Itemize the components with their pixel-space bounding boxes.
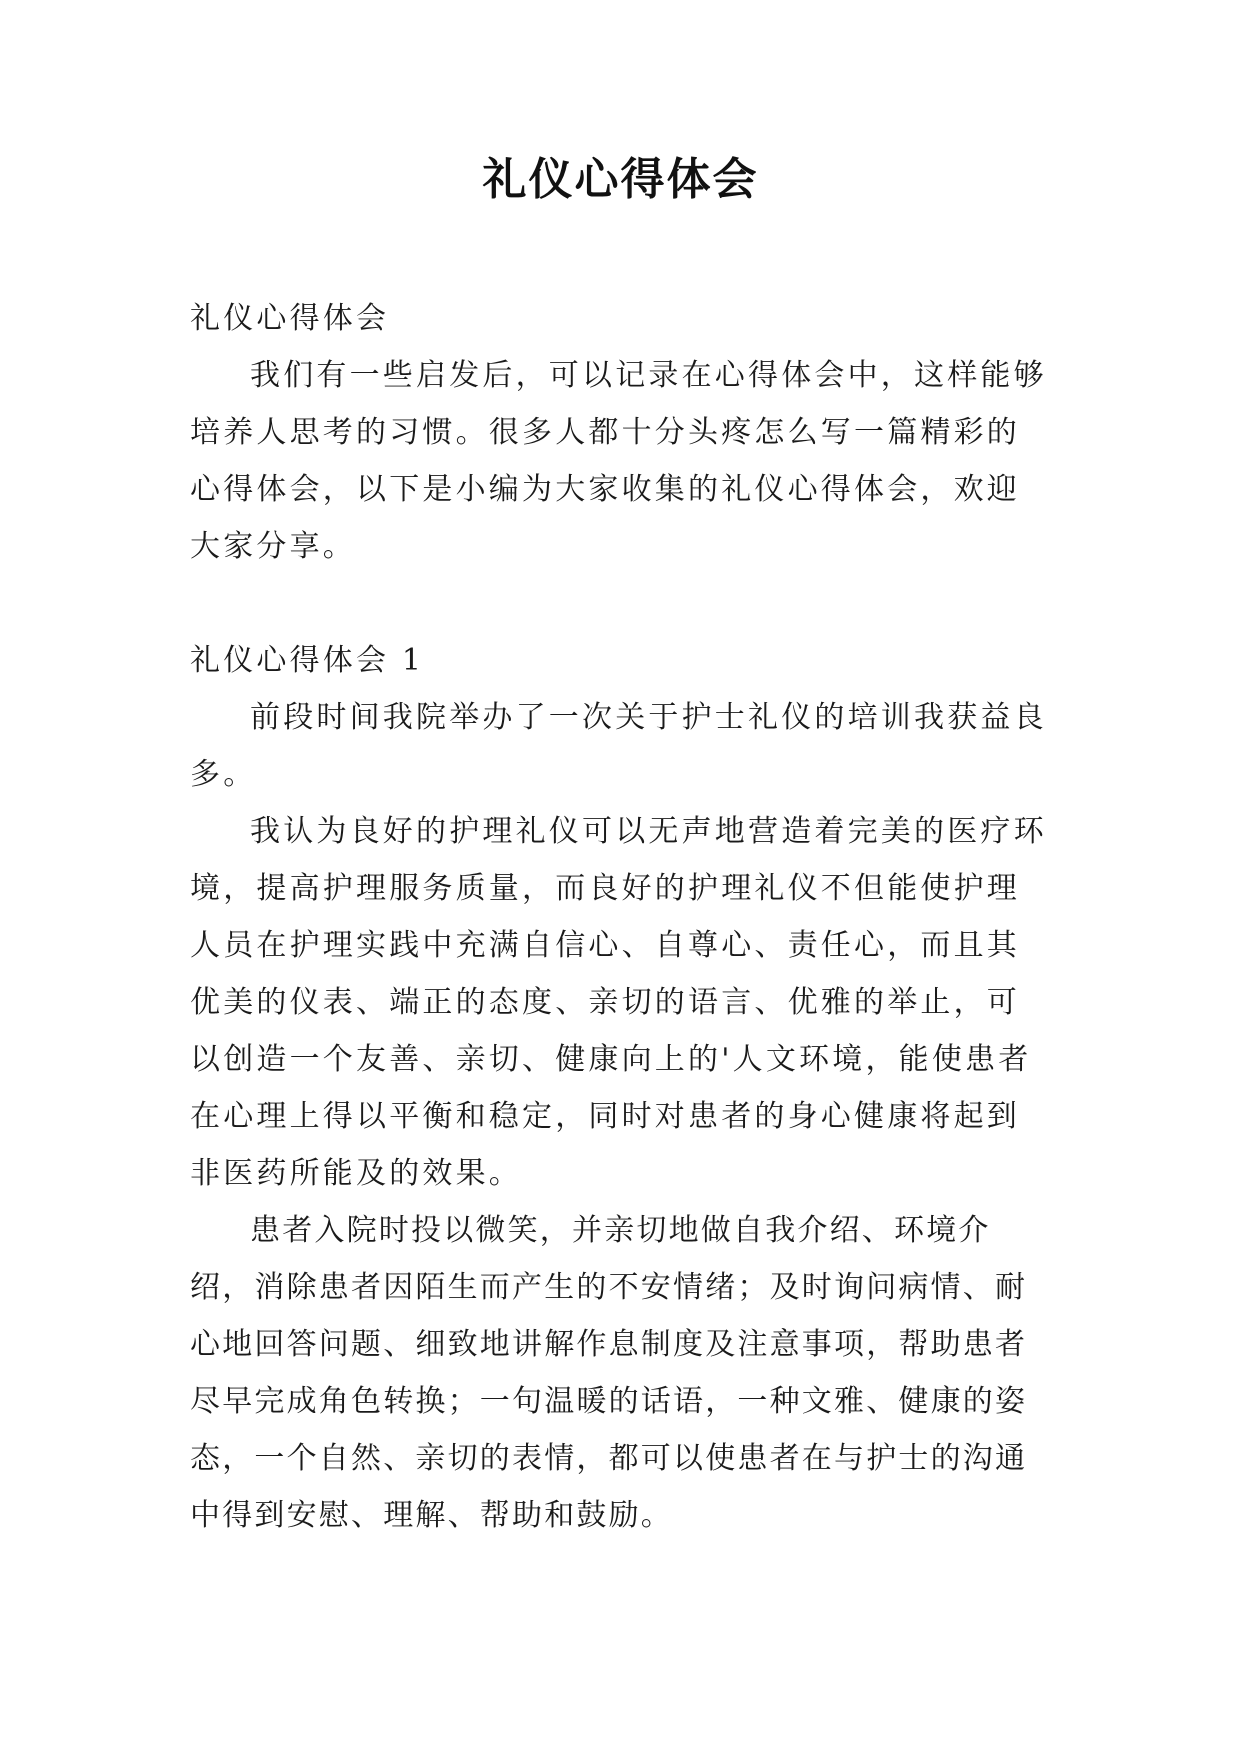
body-paragraph-2: 我认为良好的护理礼仪可以无声地营造着完美的医疗环境，提高护理服务质量，而良好的护理礼仪不但能使护理人员在护理实践中充满自信心、自尊心、责任心，而且其优美的仪表、端正的态度、亲切的语言、优雅的举止，可以创造一个友善、亲切、健康向上的'人文环境，能使患者在心理上得以平衡和稳定，同时对患者的身心健康将起到非医药所能及的效果。 [190, 814, 1047, 1191]
body-paragraph-1: 前段时间我院举办了一次关于护士礼仪的培训我获益良多。 [190, 700, 1047, 792]
section-heading: 礼仪心得体会 1 [190, 643, 425, 678]
intro-heading: 礼仪心得体会 [190, 301, 390, 336]
document-body [190, 290, 1050, 1544]
document-title: 礼仪心得体会 [482, 154, 759, 205]
body-paragraph-3: 患者入院时投以微笑，并亲切地做自我介绍、环境介绍，消除患者因陌生而产生的不安情绪；及时询问病情、耐心地回答问题、细致地讲解作息制度及注意事项，帮助患者尽早完成角色转换；一句温暖的话语，一种文雅、健康的姿态，一个自然、亲切的表情，都可以使患者在与护士的沟通中得到安慰、理解、帮助和鼓励。 [190, 1213, 1028, 1533]
intro-paragraph: 我们有一些启发后，可以记录在心得体会中，这样能够培养人思考的习惯。很多人都十分头疼怎么写一篇精彩的心得体会，以下是小编为大家收集的礼仪心得体会，欢迎大家分享。 [190, 358, 1047, 564]
section-spacer [190, 575, 1050, 632]
